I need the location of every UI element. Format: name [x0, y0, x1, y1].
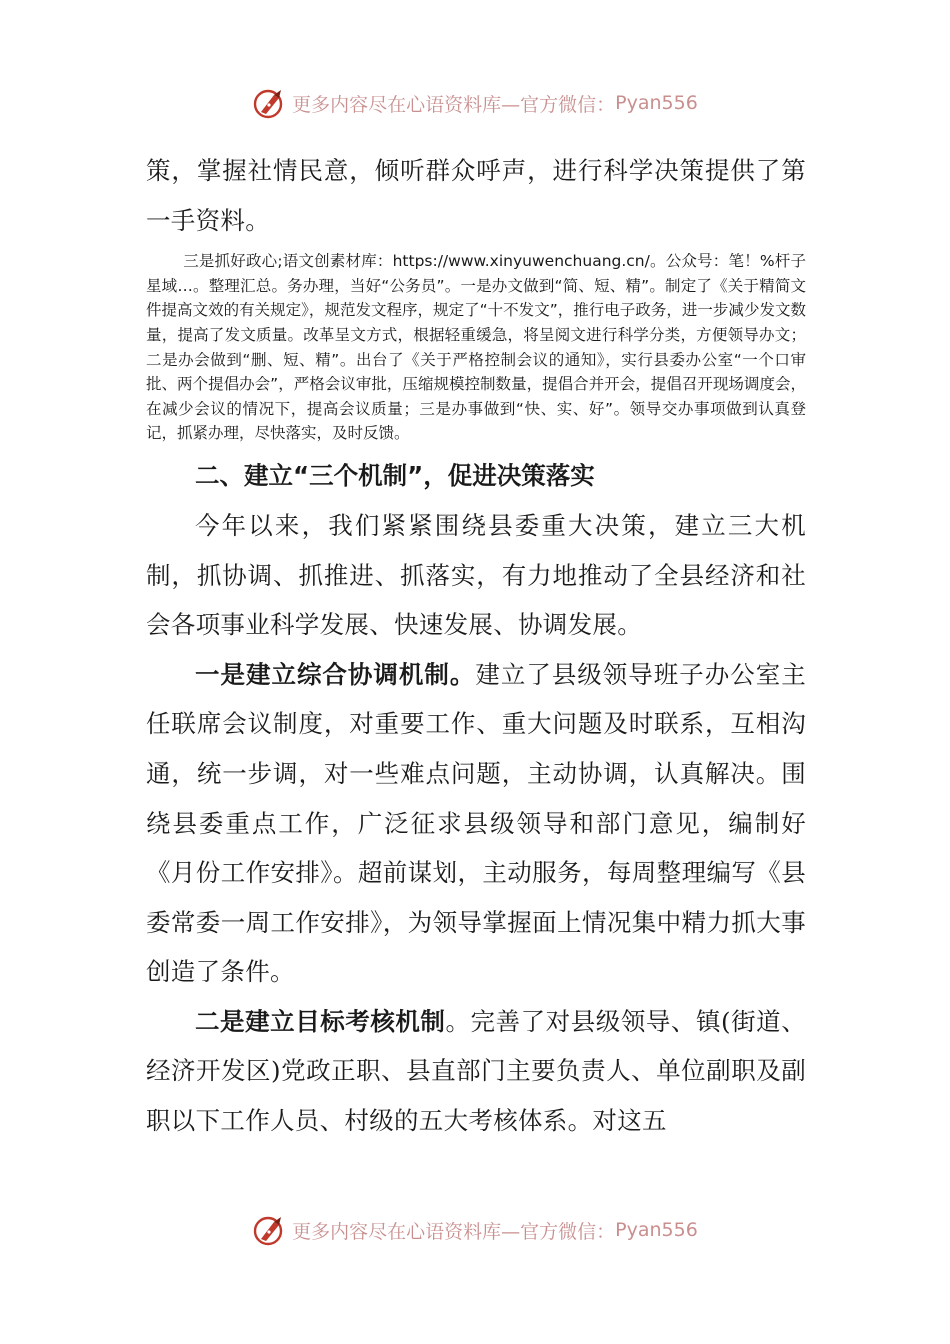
document-body	[146, 146, 806, 1146]
pen-nib-logo-icon	[252, 1213, 286, 1247]
paragraph-continuation: 策，掌握社情民意，倾听群众呼声，进行科学决策提供了第一手资料。	[146, 156, 806, 235]
paragraph-lead-bold: 二是建立目标考核机制	[195, 1006, 446, 1036]
section-heading: 二、建立“三个机制”，促进决策落实	[195, 460, 595, 490]
paragraph-lead-bold: 一是建立综合协调机制。	[195, 659, 476, 689]
banner-text: 更多内容尽在心语资料库—官方微信：	[292, 1220, 616, 1243]
paragraph-body: 建立了县级领导班子办公室主任联席会议制度，对重要工作、重大问题及时联系，互相沟通，统一步调，对一些难点问题，主动协调，认真解决。围绕县委重点工作，广泛征求县级领导和部门意见，编制好《月份工作安排》。超前谋划，主动服务，每周整理编写《县委常委一周工作安排》，为领导掌握面上情况集中精力抓大事创造了条件。	[146, 659, 806, 987]
banner-wechat-id: Pyan556	[615, 1219, 698, 1241]
footer-banner	[0, 1213, 950, 1247]
header-banner	[0, 86, 950, 120]
banner-wechat-id: Pyan556	[615, 92, 698, 114]
pen-nib-logo-icon	[252, 86, 286, 120]
paragraph-assessment	[146, 997, 806, 1146]
paragraph-coordination	[146, 650, 806, 997]
paragraph-intro: 今年以来，我们紧紧围绕县委重大决策，建立三大机制，抓协调、抓推进、抓落实，有力地推动了全县经济和社会各项事业科学发展、快速发展、协调发展。	[146, 510, 806, 640]
banner-text: 更多内容尽在心语资料库—官方微信：	[292, 93, 616, 116]
paragraph-body: 。完善了对县级领导、镇(街道、经济开发区)党政正职、县直部门主要负责人、单位副职及副职以下工作人员、村级的五大考核体系。对这五	[146, 1006, 807, 1136]
paragraph-small-print: 三是抓好政心;语文创素材库：https://www.xinyuwenchuang.cn/。公众号：笔！%杆子星域…。整理汇总。务办理，当好“公务员”。一是办文做到“简、短、精”。制定了《关于精简文件提高文效的有关规定》，规范发文程序，规定了“十不发文”，推行电子政务，进一步减少发文数量，提高了发文质量。改革呈文方式，根据轻重缓急，将呈阅文进行科学分类，方便领导办文；二是办会做到“删、短、精”。出台了《关于严格控制会议的通知》，实行县委办公室“一个口审批、两个提倡办会”，严格会议审批，压缩规模控制数量，提倡合并开会，提倡召开现场调度会，在减少会议的情况下，提高会议质量；三是办事做到“快、实、好”。领导交办事项做到认真登记，抓紧办理，尽快落实，及时反馈。	[146, 252, 806, 443]
